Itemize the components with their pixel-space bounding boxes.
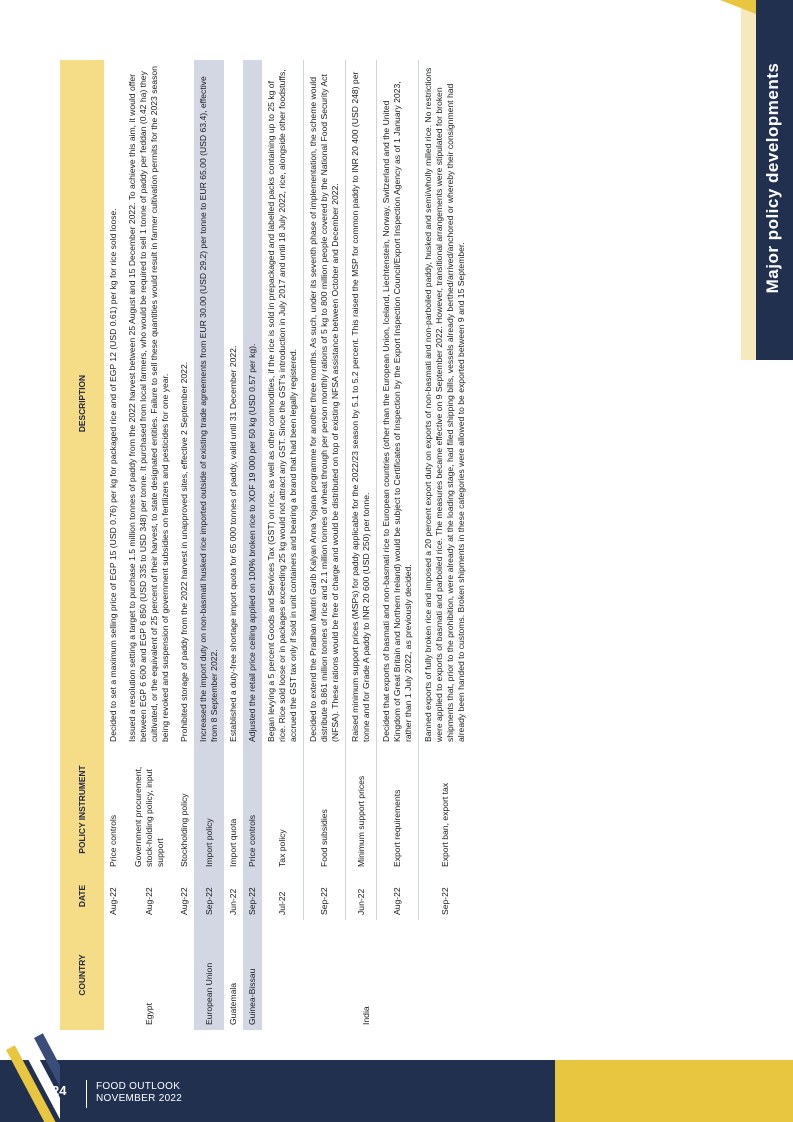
section-tab-corner bbox=[720, 0, 756, 14]
date-cell: Jun-22 bbox=[228, 888, 238, 915]
description-cell: Established a duty-free shortage import quota for 65 000 tonnes of paddy, valid until 31 December 2022. bbox=[228, 345, 238, 742]
description-cell: Decided that exports of basmati and non-basmati rice to European countries (other than the European Union, Iceland, Liechtenstein, Norway, Switzerland and the United Kingdom of Great Britain and Northern Ireland) would be subject to Certificates of Inspection by the Export Inspection Council/Export Inspection Agency as of 1 January 2023, rather than 1 July 2022, as previously decided. bbox=[377, 60, 419, 747]
table-row bbox=[377, 60, 419, 1030]
description-cell: Banned exports of fully broken rice and imposed a 20 percent export duty on exports of non-basmati and non-parboiled paddy, husked and semi/wholly milled rice. No restrictions were applied to exports of basmati and parboiled rice. The measures became effective on 9 September 2022. However, transitional arrangements were stipulated for broken shipments that, prior to the prohibition, were already at the loading stage, had filed shipping bills, vessels already berthed/arrived/anchored or whereby their consignment had already been handed to customs. Broken shipments in these categories were allowed to be exported between 9 and 15 September. bbox=[419, 60, 472, 747]
publication-date: NOVEMBER 2022 bbox=[96, 1093, 183, 1104]
description-cell: Began levying a 5 percent Goods and Services Tax (GST) on rice, as well as other commodities, if the rice is sold in prepackaged and labelled packs containing up to 25 kg of rice. Rice sold loose or in packages exceeding 25 kg would not attract any GST. Since the GST's introduction in July 2017 and until 18 July 2022, rice, alongside other foodstuffs, accrued the GST tax only if sold in unit containers and bearing a brand that had been legally registered. bbox=[266, 69, 298, 742]
description-cell: Issued a resolution setting a target to purchase 1.5 million tonnes of paddy from the 2022 harvest between 25 August and 15 December 2022. To achieve this aim, it would offer between EGP 6 600 and EGP 6 850 (USD 335 to USD 348) per tonne. It purchased from local farmers, who would be required to sell 1 tonne of paddy per feddan (0.42 ha) they cultivated, or the equivalent of 25 percent of their harvest, to state designated entities. Failure to sell these quantities would result in farmer cultivation permits for the 2023 season being revoked and suspension of government subsidies on fertilizers and pesticides for one year. bbox=[127, 66, 170, 742]
publication-name bbox=[96, 1081, 182, 1105]
description-cell: Raised minimum support prices (MSPs) for paddy applicable for the 2022/23 season by 5.1 to 5.2 percent. This raised the MSP for common paddy to INR 20 400 (USD 248) per tonne and for Grade A paddy to INR 20 600 (USD 250) per tonne. bbox=[346, 60, 377, 747]
date-cell: Jun-22 bbox=[346, 872, 377, 920]
policy-cell: Import quota bbox=[228, 818, 238, 867]
table-row bbox=[304, 60, 346, 1030]
description-cell: Decided to set a maximum selling price of EGP 15 (USD 0.76) per kg for packaged rice and of EGP 12 (USD 0.61) per kg for rice sold loose. bbox=[108, 208, 118, 742]
policy-cell: Minimum support prices bbox=[346, 747, 377, 872]
date-cell: Aug-22 bbox=[377, 872, 419, 920]
policy-cell: Price controls bbox=[108, 814, 118, 867]
policy-cell: Government procurement, stock-holding policy, input support bbox=[132, 766, 165, 867]
country-cell: India bbox=[361, 1006, 371, 1025]
header-description: DESCRIPTION bbox=[60, 60, 104, 747]
date-cell: Aug-22 bbox=[108, 887, 118, 915]
table-row bbox=[104, 60, 123, 1030]
policy-cell: Stockholding policy bbox=[179, 793, 189, 867]
country-cell: European Union bbox=[194, 920, 224, 1030]
description-cell: Prohibited storage of paddy from the 2022 harvest in unapproved sites, effective 2 September 2022. bbox=[179, 361, 189, 742]
table-header-row bbox=[60, 60, 104, 1030]
table-row bbox=[194, 60, 224, 1030]
header-date: DATE bbox=[60, 872, 104, 920]
description-cell: Increased the import duty on non-basmati husked rice imported outside of existing trade agreements from EUR 30.00 (USD 29.2) per tonne to EUR 65.00 (USD 63.4), effective from 8 September 2022. bbox=[194, 60, 224, 747]
section-title: Major policy developments bbox=[763, 62, 782, 294]
description-cell: Decided to extend the Pradhan Mantri Garib Kalyan Anna Yojana programme for another three months. As such, under its seventh phase of implementation, the scheme would distribute 9.861 million tonnes of rice and 2.1 million tonnes of wheat through per person monthly rations of 5 kg to 800 million people covered by the National Food Security Act (NFSA). These rations would be free of charge and would be distributed on top of existing NFSA assistance between October and December 2022. bbox=[304, 60, 346, 747]
footer-accent bbox=[555, 1060, 793, 1122]
table-row bbox=[346, 60, 377, 1030]
date-cell: Aug-22 bbox=[143, 887, 154, 915]
policy-cell: Import policy bbox=[194, 747, 224, 872]
table-row bbox=[175, 60, 194, 1030]
side-accent-band bbox=[741, 0, 756, 360]
publication-title: FOOD OUTLOOK bbox=[96, 1081, 181, 1092]
footer-stripes-decoration bbox=[0, 1030, 60, 1122]
date-cell: Sep-22 bbox=[243, 872, 262, 920]
policy-cell: Price controls bbox=[243, 747, 262, 872]
date-cell: Sep-22 bbox=[194, 872, 224, 920]
footer-divider bbox=[86, 1080, 87, 1108]
policy-cell: Food subsidies bbox=[304, 747, 346, 872]
country-cell: Guinea-Bissau bbox=[243, 920, 262, 1030]
policy-table-container bbox=[60, 60, 705, 1030]
policy-table bbox=[60, 60, 471, 1030]
table-row bbox=[224, 60, 243, 1030]
policy-cell: Tax policy bbox=[277, 829, 287, 867]
table-row bbox=[123, 60, 175, 1030]
date-cell: Jul-22 bbox=[277, 891, 287, 915]
table-row bbox=[243, 60, 262, 1030]
table-row bbox=[419, 60, 472, 1030]
header-country: COUNTRY bbox=[60, 920, 104, 1030]
date-cell: Aug-22 bbox=[179, 887, 189, 915]
policy-cell: Export ban, export tax bbox=[419, 747, 472, 872]
page-number: 24 bbox=[52, 1083, 67, 1098]
table-row bbox=[262, 60, 304, 1030]
country-cell: Guatemala bbox=[228, 982, 238, 1025]
policy-cell: Export requirements bbox=[377, 747, 419, 872]
date-cell: Sep-22 bbox=[419, 872, 472, 920]
date-cell: Sep-22 bbox=[304, 872, 346, 920]
country-cell: Egypt bbox=[143, 1003, 154, 1025]
description-cell: Adjusted the retail price ceiling applied on 100% broken rice to XOF 19 000 per 50 kg (USD 0.57 per kg). bbox=[243, 60, 262, 747]
header-policy-instrument: POLICY INSTRUMENT bbox=[60, 747, 104, 872]
